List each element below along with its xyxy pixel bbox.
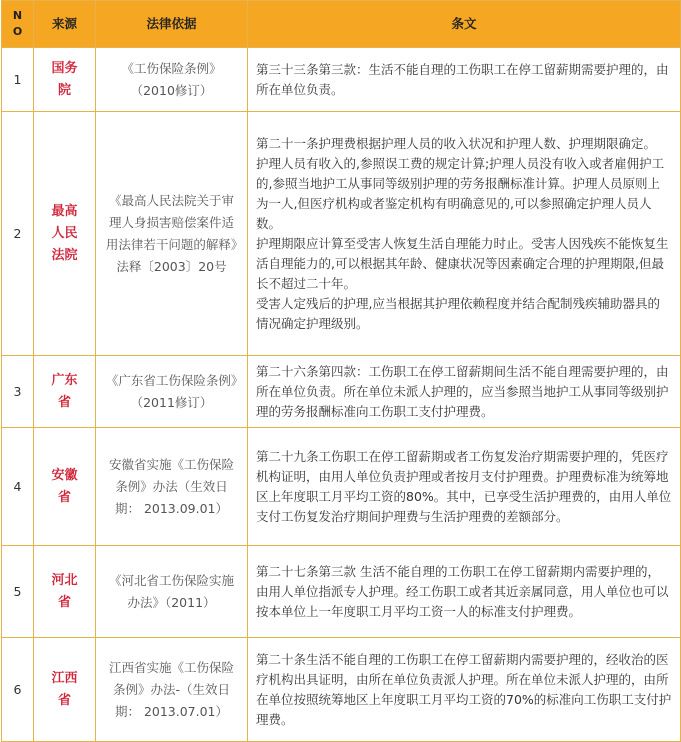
- header-row: [2, 1, 681, 48]
- article-paragraph: 第二十九条工伤职工在停工留薪期或者工伤复发治疗期需要护理的，凭医疗机构证明，由用人单位负责护理或者按月支付护理费。护理费标准为统筹地区上年度职工月平均工资的80%。其中，已享受生活护理费的，由用人单位支付工伤复发治疗期间护理费与生活护理费的差额部分。: [256, 448, 672, 524]
- table-row: [2, 356, 681, 428]
- row-article: [248, 48, 681, 112]
- row-source: 安徽 省: [34, 428, 96, 546]
- row-source: 江西 省: [34, 638, 96, 742]
- article-paragraph: 第二十一条护理费根据护理人员的收入状况和护理人数、护理期限确定。: [256, 135, 657, 151]
- row-legal-basis: 《广东省工伤保险条例》（2011修订）: [96, 356, 248, 428]
- row-legal-basis: 安徽省实施《工伤保险条例》办法（生效日期： 2013.09.01）: [96, 428, 248, 546]
- header-basis: 法律依据: [96, 1, 248, 48]
- article-paragraph: 第三十三条第三款：生活不能自理的工伤职工在停工留薪期需要护理的，由所在单位负责。: [256, 61, 669, 97]
- article-paragraph: 护理期限应计算至受害人恢复生活自理能力时止。受害人因残疾不能恢复生活自理能力的,可以根据其年龄、健康状况等因素确定合理的护理期限,但最长不超过二十年。: [256, 235, 669, 291]
- row-legal-basis: 《河北省工伤保险实施办法》（2011）: [96, 546, 248, 638]
- table-row: [2, 546, 681, 638]
- row-source: 最高 人民 法院: [34, 112, 96, 356]
- header-article: 条文: [248, 1, 681, 48]
- row-article: [248, 638, 681, 742]
- law-table: [1, 0, 681, 742]
- row-article: [248, 356, 681, 428]
- row-legal-basis: 《工伤保险条例》 （2010修订）: [96, 48, 248, 112]
- row-number: 2: [2, 112, 34, 356]
- row-number: 1: [2, 48, 34, 112]
- row-number: 4: [2, 428, 34, 546]
- article-paragraph: 第二十七条第三款 生活不能自理的工伤职工在停工留薪期内需要护理的，由用人单位指派专人护理。经工伤职工或者其近亲属同意，用人单位也可以按本单位上一年度职工月平均工资一人的标准支付护理费。: [256, 563, 669, 619]
- row-article: [248, 112, 681, 356]
- row-article: [248, 546, 681, 638]
- row-legal-basis: 《最高人民法院关于审理人身损害赔偿案件适用法律若干问题的解释》法释〔2003〕20号: [96, 112, 248, 356]
- row-source: 国务 院: [34, 48, 96, 112]
- article-paragraph: 第二十条生活不能自理的工伤职工在停工留薪期内需要护理的，经收治的医疗机构出具证明，由所在单位负责派人护理。所在单位未派人护理的，由所在单位按照统筹地区上年度职工月平均工资的70%的标准向工伤职工支付护理费。: [256, 651, 672, 727]
- row-article: [248, 428, 681, 546]
- article-paragraph: 护理人员有收入的,参照误工费的规定计算;护理人员没有收入或者雇佣护工的,参照当地护工从事同等级别护理的劳务报酬标准计算。护理人员原则上为一人,但医疗机构或者鉴定机构有明确意见的,可以参照确定护理人员人数。: [256, 155, 665, 231]
- header-source: 来源: [34, 1, 96, 48]
- article-paragraph: 受害人定残后的护理,应当根据其护理依赖程度并结合配制残疾辅助器具的情况确定护理级别。: [256, 295, 660, 331]
- table-row: [2, 112, 681, 356]
- header-no: N O: [2, 1, 34, 48]
- table-row: [2, 638, 681, 742]
- row-number: 3: [2, 356, 34, 428]
- article-paragraph: 第二十六条第四款：工伤职工在停工留薪期间生活不能自理需要护理的，由所在单位负责。所在单位未派人护理的，应当参照当地护工从事同等级别护理的劳务报酬标准向工伤职工支付护理费。: [256, 363, 669, 419]
- table-row: [2, 428, 681, 546]
- row-number: 5: [2, 546, 34, 638]
- row-number: 6: [2, 638, 34, 742]
- row-source: 河北 省: [34, 546, 96, 638]
- row-source: 广东 省: [34, 356, 96, 428]
- row-legal-basis: 江西省实施《工伤保险条例》办法-（生效日期： 2013.07.01）: [96, 638, 248, 742]
- table-row: [2, 48, 681, 112]
